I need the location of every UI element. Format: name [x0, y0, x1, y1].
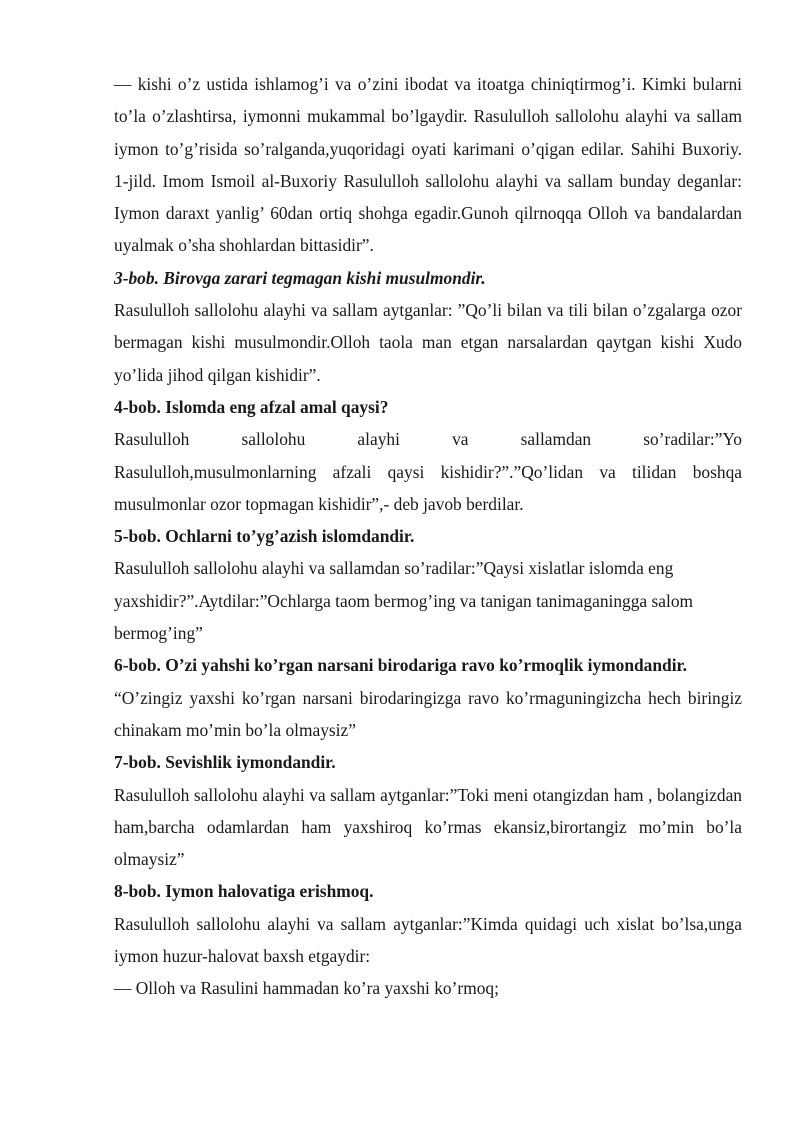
- chapter-5-heading: 5-bob. Ochlarni to’yg’azish islomdandir.: [114, 526, 415, 547]
- chapter-5-line-3: bermog’ing”: [114, 623, 203, 644]
- paragraph-intro: — kishi o’z ustida ishlamog’i va o’zini ibodat va itoatga chiniqtirmog’i. Kimki bularni to’la o’zlashtirsa, iymonni mukammal bo’lgaydir. Rasululloh sallolohu alayhi va sallam iymon to’g’risida so’ralganda,yuqoridagi oyati karimani o’qigan edilar. Sahihi Buxoriy. 1-jild. Imom Ismoil al-Buxoriy Rasululloh sallolohu alayhi va sallam bunday deganlar: Iymon daraxt yanlig’ 60dan ortiq shohga egadir.Gunoh qilrnoqqa Olloh va bandalardan uyalmak o’sha shohlardan bittasidir”.: [114, 74, 742, 256]
- document-page: [114, 68, 742, 1005]
- word: sallamdan: [520, 429, 592, 450]
- chapter-3-text: Rasululloh sallolohu alayhi va sallam aytganlar: ”Qo’li bilan va tili bilan o’zgalarga ozor bermagan kishi musulmondir.Olloh taola man etgan narsalardan qaytgan kishi Xudo yo’lida jihod qilgan kishidir”.: [114, 300, 742, 385]
- chapter-5-line-2: yaxshidir?”.Aytdilar:”Ochlarga taom bermog’ing va tanigan tanimaganingga salom: [114, 590, 694, 611]
- chapter-6-text: “O’zingiz yaxshi ko’rgan narsani birodaringizga ravo ko’rmaguningizcha hech biringiz chinakam mo’min bo’la olmaysiz”: [114, 687, 742, 740]
- chapter-5-line-1: Rasululloh sallolohu alayhi va sallamdan so’radilar:”Qaysi xislatlar islomda eng: [114, 558, 674, 579]
- chapter-8-list-item: — Olloh va Rasulini hammadan ko’ra yaxshi ko’rmoq;: [114, 978, 499, 999]
- chapter-8-text: Rasululloh sallolohu alayhi va sallam aytganlar:”Kimda quidagi uch xislat bo’lsa,unga iymon huzur-halovat baxsh etgaydir:: [114, 913, 742, 967]
- chapter-4-text: Rasululloh,musulmonlarning afzali qaysi kishidir?”.”Qo’lidan va tilidan boshqa musulmonlar ozor topmagan kishidir”,- deb javob berdilar.: [114, 461, 742, 514]
- word: so’radilar:”Yo: [643, 429, 742, 450]
- chapter-8-heading: 8-bob. Iymon halovatiga erishmoq.: [114, 881, 374, 902]
- word: sallolohu: [241, 429, 306, 450]
- word: Rasululloh: [114, 429, 190, 450]
- chapter-7-text: Rasululloh sallolohu alayhi va sallam aytganlar:”Toki meni otangizdan ham , bolangizdan ham,barcha odamlardan ham yaxshiroq ko’rmas ekansiz,birortangiz mo’min bo’la olmaysiz”: [114, 784, 742, 870]
- word: alayhi: [357, 429, 400, 450]
- chapter-4-first-line: [114, 423, 742, 455]
- chapter-3-heading: 3-bob. Birovga zarari tegmagan kishi musulmondir.: [114, 267, 486, 288]
- chapter-4-heading: 4-bob. Islomda eng afzal amal qaysi?: [114, 396, 389, 417]
- word: va: [452, 429, 469, 450]
- chapter-7-heading: 7-bob. Sevishlik iymondandir.: [114, 752, 336, 773]
- chapter-6-heading: 6-bob. O’zi yahshi ko’rgan narsani birodariga ravo ko’rmoqlik iymondandir.: [114, 655, 688, 676]
